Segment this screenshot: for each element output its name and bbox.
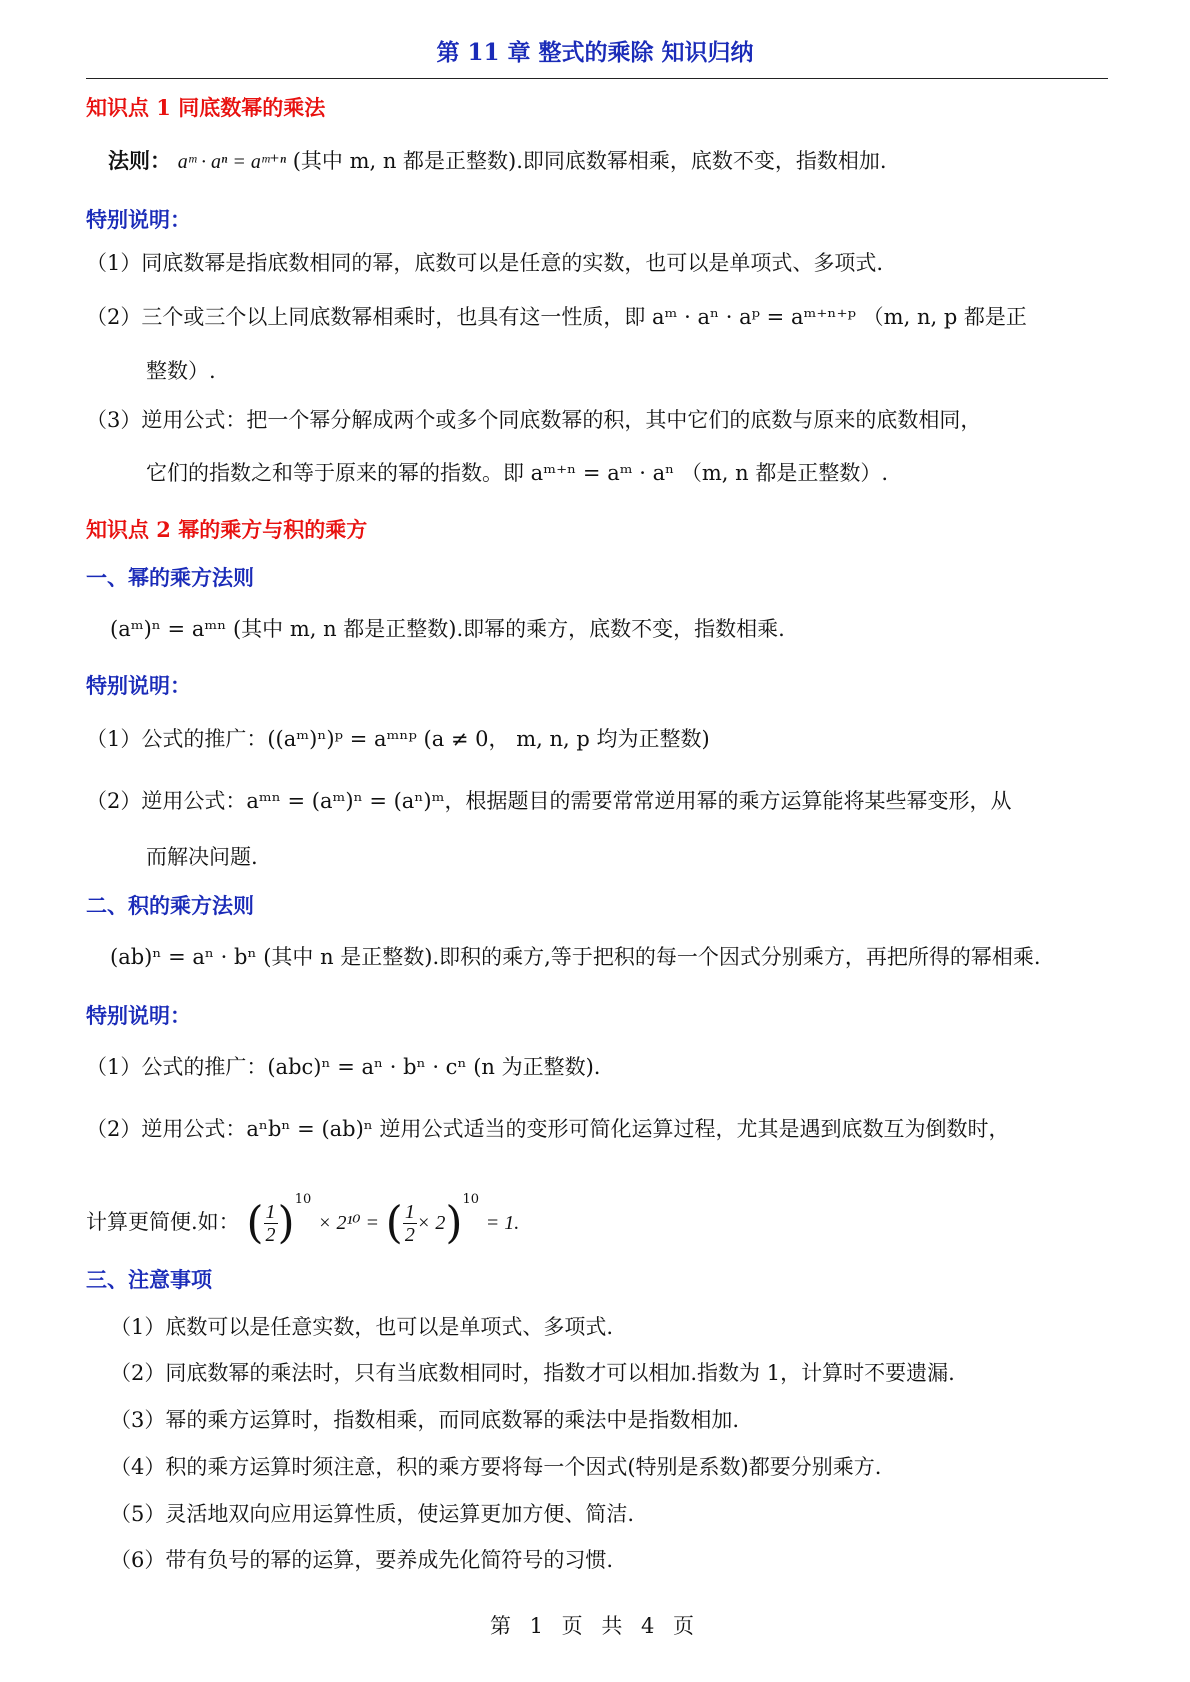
- sub1-note-heading: 特别说明：: [86, 673, 191, 698]
- sub2-note-heading: 特别说明：: [86, 1003, 191, 1028]
- sub2-heading: 二、积的乘方法则: [86, 893, 254, 918]
- rule-label: 法则：: [108, 148, 171, 173]
- section1-note-heading: 特别说明：: [86, 207, 191, 232]
- example-mid: × 2¹⁰ =: [317, 1212, 379, 1234]
- section1-note-3-cont: 它们的指数之和等于原来的幂的指数。即 aᵐ⁺ⁿ = aᵐ · aⁿ （m, n 都是正整数）.: [146, 461, 889, 485]
- rule-text: (其中 m, n 都是正整数).即同底数幂相乘，底数不变，指数相加.: [292, 149, 887, 173]
- sub2-rule: (ab)ⁿ = aⁿ · bⁿ (其中 n 是正整数).即积的乘方,等于把积的每一个因式分别乘方，再把所得的幂相乘.: [110, 945, 1041, 969]
- sub2-note-1: （1）公式的推广：(abc)ⁿ = aⁿ · bⁿ · cⁿ (n 为正整数).: [86, 1055, 601, 1079]
- section1-note-2: （2）三个或三个以上同底数幂相乘时，也具有这一性质，即 aᵐ · aⁿ · aᵖ = aᵐ⁺ⁿ⁺ᵖ （m, n, p 都是正: [86, 305, 1027, 329]
- sub1-note-1: （1）公式的推广：((aᵐ)ⁿ)ᵖ = aᵐⁿᵖ (a ≠ 0， m, n, p 均为正整数): [86, 727, 710, 751]
- section1-note-1: （1）同底数幂是指底数相同的幂，底数可以是任意的实数，也可以是单项式、多项式.: [86, 251, 884, 275]
- title-divider: [86, 78, 1108, 79]
- fraction-one-half-2: $\frac{1}{2}$: [404, 1201, 415, 1246]
- sub1-rule: (aᵐ)ⁿ = aᵐⁿ (其中 m, n 都是正整数).即幂的乘方，底数不变，指数相乘.: [110, 617, 785, 641]
- exponent-10: 10: [294, 1192, 312, 1207]
- fraction-one-half: $\frac{1}{2}$: [265, 1201, 276, 1246]
- sub1-heading: 一、幂的乘方法则: [86, 565, 254, 590]
- section1-heading: 知识点 1 同底数幂的乘法: [86, 95, 326, 120]
- sub1-note-2: （2）逆用公式：aᵐⁿ = (aᵐ)ⁿ = (aⁿ)ᵐ，根据题目的需要常常逆用幂的乘方运算能将某些幂变形，从: [86, 789, 1012, 813]
- right-paren-2: ): [445, 1197, 463, 1249]
- example-line: [86, 1170, 519, 1254]
- exponent-10-2: 10: [462, 1192, 480, 1207]
- page-footer: 第 1 页 共 4 页: [489, 1614, 701, 1638]
- page-title: 第 11 章 整式的乘除 知识归纳: [436, 39, 754, 66]
- sub2-note-2: （2）逆用公式：aⁿbⁿ = (ab)ⁿ 逆用公式适当的变形可简化运算过程，尤其是遇到底数互为倒数时，: [86, 1117, 1010, 1141]
- sub3-heading: 三、注意事项: [86, 1267, 212, 1292]
- sub3-item-2: （2）同底数幂的乘法时，只有当底数相同时，指数才可以相加.指数为 1，计算时不要遗漏.: [110, 1361, 955, 1385]
- example-inner-tail: × 2: [416, 1212, 446, 1234]
- section1-note-2-cont: 整数）.: [146, 359, 216, 383]
- left-paren-2: (: [385, 1197, 403, 1249]
- sub3-item-1: （1）底数可以是任意实数，也可以是单项式、多项式.: [110, 1315, 614, 1339]
- section2-heading: 知识点 2 幂的乘方与积的乘方: [86, 517, 368, 542]
- rule-formula: aᵐ · aⁿ = aᵐ⁺ⁿ: [177, 151, 287, 173]
- sub1-note-2-cont: 而解决问题.: [146, 845, 258, 869]
- section1-note-3: （3）逆用公式：把一个幂分解成两个或多个同底数幂的积，其中它们的底数与原来的底数相同，: [86, 408, 982, 432]
- section1-rule: [108, 146, 887, 177]
- sub3-item-4: （4）积的乘方运算时须注意，积的乘方要将每一个因式(特别是系数)都要分别乘方.: [110, 1455, 882, 1479]
- example-prefix: 计算更简便.如：: [86, 1210, 240, 1234]
- sub3-item-3: （3）幂的乘方运算时，指数相乘，而同底数幂的乘法中是指数相加.: [110, 1408, 740, 1432]
- sub3-item-6: （6）带有负号的幂的运算，要养成先化简符号的习惯.: [110, 1548, 614, 1572]
- left-paren: (: [246, 1197, 264, 1249]
- example-result: = 1.: [485, 1212, 520, 1234]
- sub3-item-5: （5）灵活地双向应用运算性质，使运算更加方便、简洁.: [110, 1502, 635, 1526]
- right-paren: ): [277, 1197, 295, 1249]
